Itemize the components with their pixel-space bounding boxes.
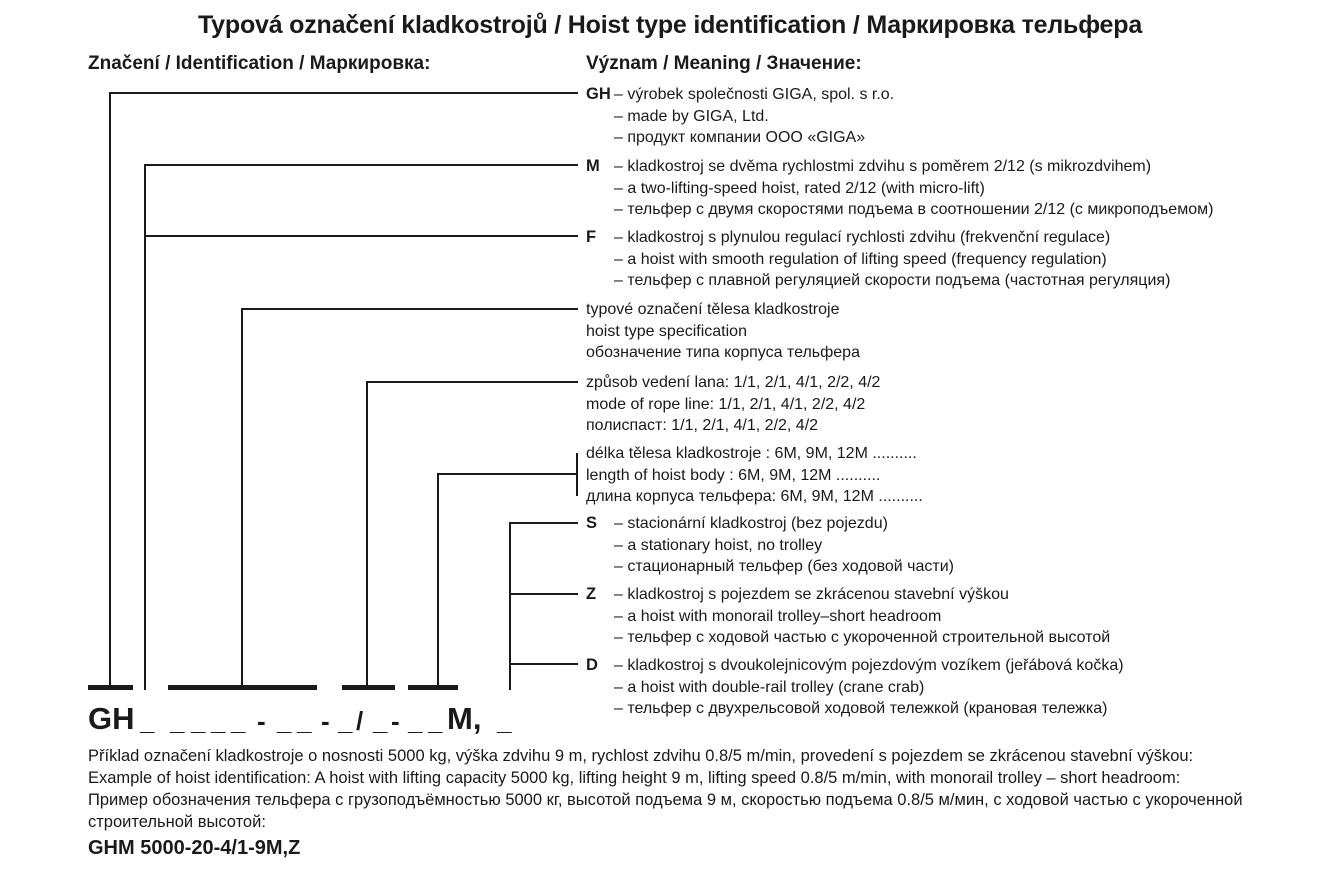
meaning-line-ru: – тельфер с двумя скоростями подъема в соотношении 2/12 (с микроподъемом) <box>614 201 1214 218</box>
meaning-line-ru: обозначение типа корпуса тельфера <box>586 344 860 361</box>
code-letter-f: F <box>586 228 597 246</box>
connector-szd-vertical <box>509 522 511 690</box>
meaning-line-en: – a hoist with monorail trolley–short headroom <box>614 607 942 625</box>
connector-rope-line-vertical <box>366 381 368 685</box>
connector-m-horizontal <box>145 164 578 166</box>
meaning-line-cz: způsob vedení lana: 1/1, 2/1, 4/1, 2/2, 4/2 <box>586 374 881 391</box>
meaning-line-cz: délka tělesa kladkostroje : 6M, 9M, 12M .......... <box>586 445 917 462</box>
meaning-line-cz: – kladkostroj s pojezdem se zkrácenou stavební výškou <box>614 586 1009 603</box>
group-bar-gh <box>88 685 133 690</box>
code-blank: _ <box>231 706 246 736</box>
connector-body-length-horizontal <box>438 473 577 475</box>
meaning-line-cz: – kladkostroj s dvoukolejnicovým pojezdovým vozíkem (jeřábová kočka) <box>614 657 1124 674</box>
code-separator: - <box>321 706 330 736</box>
code-blank: _ <box>211 706 226 736</box>
meaning-line-ru: – стационарный тельфер (без ходовой части) <box>614 558 955 575</box>
group-bar-body-length <box>408 685 458 690</box>
connector-gh-horizontal <box>110 92 578 94</box>
meaning-block-body-type <box>586 299 860 364</box>
meaning-line-en: – a stationary hoist, no trolley <box>614 536 823 554</box>
connector-z-horizontal <box>510 593 578 595</box>
meaning-block-rope-line <box>586 372 880 437</box>
connector-d-horizontal <box>510 663 578 665</box>
code-blank: _ <box>297 706 312 736</box>
group-bar-rope-line <box>342 685 395 690</box>
meaning-line-cz: – kladkostroj s plynulou regulací rychlosti zdvihu (frekvenční regulace) <box>614 229 1111 246</box>
meaning-block-f <box>586 227 1170 292</box>
meaning-block-body-length <box>586 443 923 508</box>
code-blank: _ <box>408 706 423 736</box>
example-line-cz: Příklad označení kladkostroje o nosnosti 5000 kg, výška zdvihu 9 m, rychlost zdvihu 0.8/5 m/min, provedení s pojezdem se zkrácenou stavební výškou: <box>88 747 1194 765</box>
meaning-line-ru: – тельфер с двухрельсовой ходовой тележкой (крановая тележка) <box>614 700 1108 717</box>
code-blank: _ <box>338 706 353 736</box>
connector-body-length-vertical <box>437 473 439 685</box>
code-blank: _ <box>497 706 512 736</box>
identification-column-header: Značení / Identification / Маркировка: <box>88 53 431 74</box>
identification-code-row <box>0 692 1340 734</box>
connector-body-length-bracket <box>576 453 578 496</box>
connector-gh-vertical <box>109 92 111 685</box>
code-separator: - <box>391 706 400 736</box>
meaning-line-ru: – тельфер с ходовой частью с укороченной строительной высотой <box>614 629 1111 646</box>
example-line-ru-cont: строительной высотой: <box>88 813 266 831</box>
meaning-line-en: – made by GIGA, Ltd. <box>614 107 769 125</box>
code-letter-s: S <box>586 514 598 532</box>
meaning-line-cz: – stacionární kladkostroj (bez pojezdu) <box>614 515 888 532</box>
connector-s-horizontal <box>510 522 578 524</box>
code-blank: _ <box>428 706 443 736</box>
code-prefix: GH <box>88 701 135 736</box>
code-separator: - <box>257 706 266 736</box>
meaning-line-ru: длина корпуса тельфера: 6M, 9M, 12M .......... <box>586 488 923 505</box>
code-blank: _ <box>191 706 206 736</box>
example-line-en: Example of hoist identification: A hoist with lifting capacity 5000 kg, lifting height 9 m, lifting speed 0.8/5 m/min, with monorail trolley – short headroom: <box>88 769 1181 787</box>
example-line-ru: Пример обозначения тельфера с грузоподъёмностью 5000 кг, высотой подъема 9 м, скоростью подъема 0.8/5 м/мин, с ходовой частью с укороченной <box>88 791 1243 809</box>
example-code: GHM 5000-20-4/1-9M,Z <box>88 837 301 859</box>
code-letter-gh: GH <box>586 85 611 103</box>
meaning-line-en: – a hoist with smooth regulation of lifting speed (frequency regulation) <box>614 250 1107 268</box>
meaning-line-en: – a hoist with double-rail trolley (crane crab) <box>614 678 925 696</box>
code-suffix-m: M, <box>447 701 482 736</box>
meaning-column-header: Význam / Meaning / Значение: <box>586 53 862 74</box>
meaning-line-ru: – продукт компании ООО «GIGA» <box>614 129 866 146</box>
meaning-line-cz: – výrobek společnosti GIGA, spol. s r.o. <box>614 86 895 103</box>
code-letter-m: M <box>586 157 600 175</box>
group-bar-body-type <box>168 685 317 690</box>
connector-body-type-horizontal <box>242 308 578 310</box>
connector-mf-vertical <box>144 164 146 690</box>
meaning-line-ru: полиспаст: 1/1, 2/1, 4/1, 2/2, 4/2 <box>586 417 819 434</box>
meaning-line-en: – a two-lifting-speed hoist, rated 2/12 (with micro-lift) <box>614 179 985 197</box>
example-paragraph <box>88 745 1243 859</box>
meaning-line-ru: – тельфер с плавной регуляцией скорости подъема (частотная регуляция) <box>614 272 1171 289</box>
meaning-block-m <box>586 156 1213 221</box>
meaning-block-z <box>586 584 1110 649</box>
meaning-line-cz: – kladkostroj se dvěma rychlostmi zdvihu s poměrem 2/12 (s mikrozdvihem) <box>614 158 1152 175</box>
meaning-line-en: length of hoist body : 6M, 9M, 12M .......... <box>586 466 881 484</box>
meaning-line-en: hoist type specification <box>586 322 747 340</box>
connector-rope-line-horizontal <box>367 381 578 383</box>
meaning-block-s <box>586 513 954 578</box>
code-blank: _ <box>170 706 185 736</box>
meaning-line-en: mode of rope line: 1/1, 2/1, 4/1, 2/2, 4/2 <box>586 395 866 413</box>
page-title: Typová označení kladkostrojů / Hoist type identification / Маркировка тельфера <box>197 11 1143 39</box>
code-blank: _ <box>140 706 155 736</box>
meaning-line-cz: typové označení tělesa kladkostroje <box>586 301 840 318</box>
code-letter-z: Z <box>586 585 597 603</box>
meaning-block-gh <box>586 84 894 149</box>
code-blank: _ <box>277 706 292 736</box>
connector-f-horizontal <box>145 235 578 237</box>
code-blank: _ <box>373 706 388 736</box>
code-slash: / <box>356 706 364 736</box>
connector-body-type-vertical <box>241 308 243 685</box>
code-letter-d: D <box>586 656 598 674</box>
